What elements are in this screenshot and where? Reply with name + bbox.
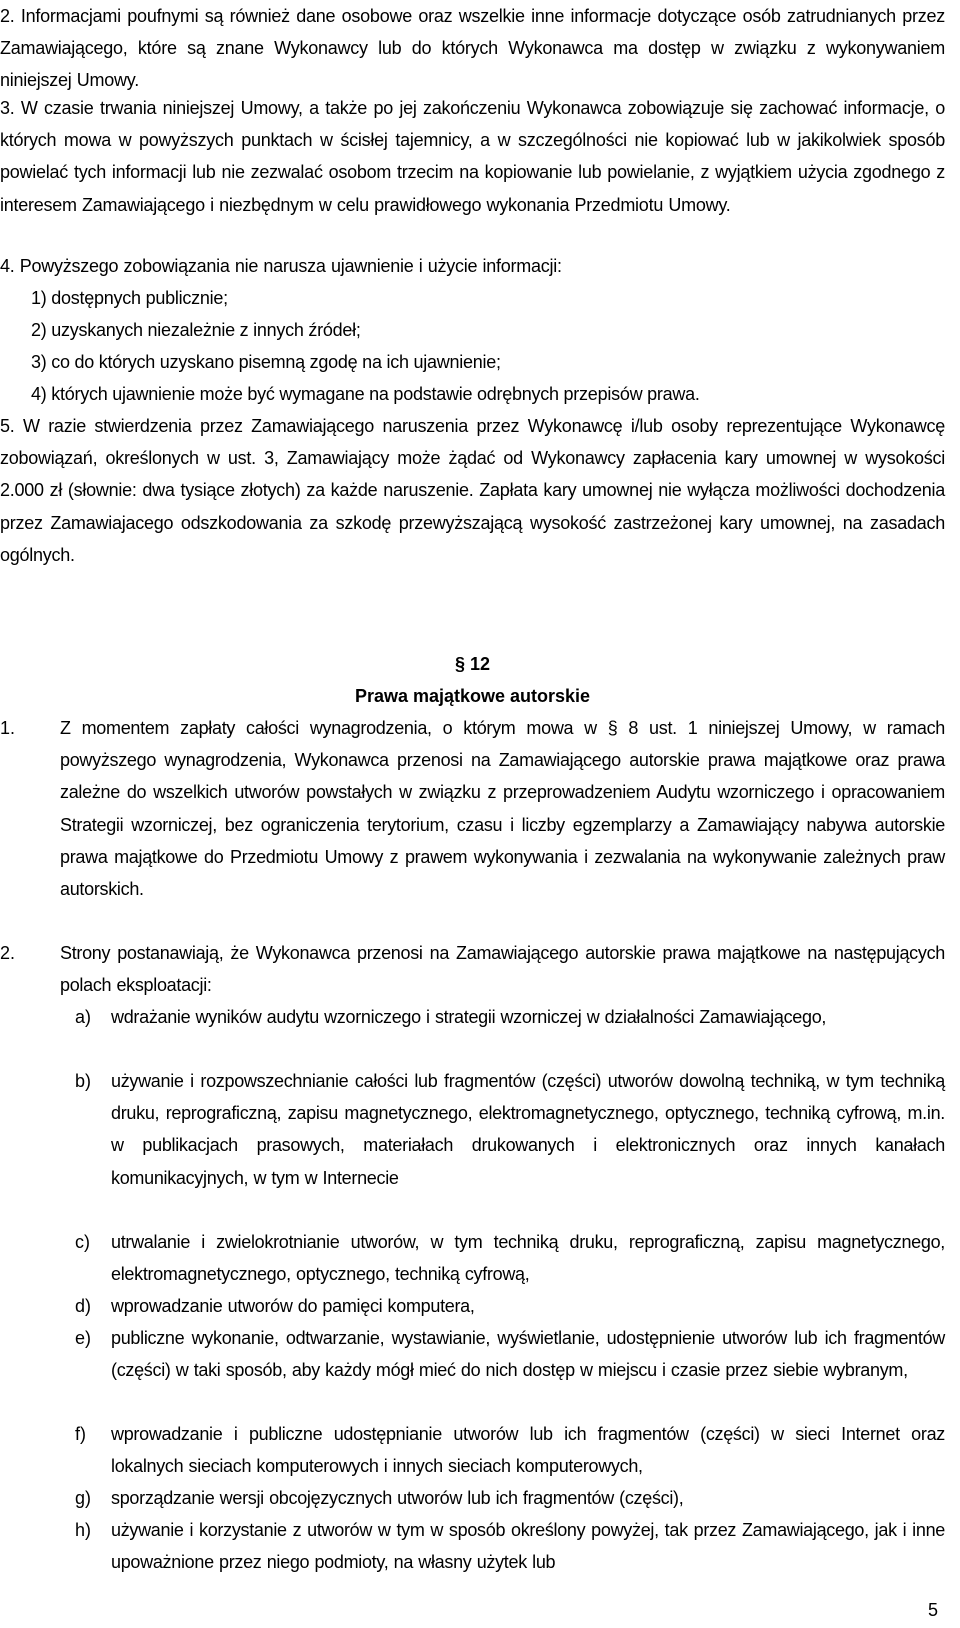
item-text: wprowadzanie utworów do pamięci komputera,	[111, 1296, 475, 1316]
item-text: Strony postanawiają, że Wykonawca przenosi na Zamawiającego autorskie prawa majątkowe na następujących polach eksploatacji:	[60, 943, 945, 996]
item-letter: b)	[75, 1071, 92, 1091]
item-text: Z momentem zapłaty całości wynagrodzenia, o którym mowa w § 8 ust. 1 niniejszej Umowy, w ramach powyższego wynagrodzenia, Wykonawca przenosi na Zamawiającego autorskie prawa majątkowe oraz prawa zależne do wszelkich utworów powstałych w związku z przeprowadzeniem Audytu wzorniczego i opracowaniem Strategii wzorniczej, bez ograniczenia terytorium, czasu i liczby egzemplarzy a Zamawiający nabywa autorskie prawa majątkowe do Przedmiotu Umowy z prawem wykonywania i zezwalania na wykonywanie zależnych praw autorskich.	[60, 718, 945, 900]
list-item: 3) co do których uzyskano pisemną zgodę na ich ujawnienie;	[31, 352, 501, 372]
list-item: 2) uzyskanych niezależnie z innych źródeł;	[31, 320, 361, 340]
section-number: § 12	[454, 654, 491, 674]
section-title: Prawa majątkowe autorskie	[354, 686, 591, 706]
item-text: wprowadzanie i publiczne udostępnianie utworów lub ich fragmentów (części) w sieci Internet oraz lokalnych sieciach komputerowych i innych sieciach komputerowych,	[111, 1424, 945, 1477]
item-letter: d)	[75, 1296, 92, 1316]
item-letter: h)	[75, 1520, 92, 1540]
page-number: 5	[927, 1600, 938, 1620]
item-letter: e)	[75, 1328, 92, 1348]
item-number: 1.	[0, 718, 16, 738]
item-text: utrwalanie i zwielokrotnianie utworów, w tym techniką druku, reprograficzną, zapisu magnetycznego, elektromagnetycznego, optycznego, techniką cyfrową,	[111, 1232, 945, 1285]
item-text: używanie i rozpowszechnianie całości lub fragmentów (części) utworów dowolną techniką, w tym techniką druku, reprograficzną, zapisu magnetycznego, elektromagnetycznego, optycznego, techniką cyfrową, m.in. w publikacjach prasowych, materiałach drukowanych i elektronicznych oraz innych kanałach komunikacyjnych, w tym w Internecie	[111, 1071, 945, 1188]
paragraph-2: 2. Informacjami poufnymi są również dane osobowe oraz wszelkie inne informacje dotyczące osób zatrudnianych przez Zamawiającego, które są znane Wykonawcy lub do których Wykonawca ma dostęp w związku z wykonywaniem niniejszej Umowy.	[0, 6, 945, 91]
paragraph-3: 3. W czasie trwania niniejszej Umowy, a także po jej zakończeniu Wykonawca zobowiązuje się zachować informacje, o których mowa w powyższych punktach w ścisłej tajemnicy, a w szczególności nie kopiować lub w jakikolwiek sposób powielać tych informacji lub nie zezwalać osobom trzecim na kopiowanie lub powielanie, z wyjątkiem użycia zgodnego z interesem Zamawiającego i niezbędnym w celu prawidłowego wykonania Przedmiotu Umowy.	[0, 98, 945, 215]
item-text: publiczne wykonanie, odtwarzanie, wystawianie, wyświetlanie, udostępnienie utworów lub ich fragmentów (części) w taki sposób, aby każdy mógł mieć do nich dostęp w miejscu i czasie przez siebie wybranym,	[111, 1328, 945, 1381]
item-letter: g)	[75, 1488, 92, 1508]
item-text: wdrażanie wyników audytu wzorniczego i strategii wzorniczej w działalności Zamawiającego,	[111, 1007, 827, 1027]
item-letter: c)	[75, 1232, 90, 1252]
paragraph-4: 4. Powyższego zobowiązania nie narusza ujawnienie i użycie informacji:	[0, 256, 562, 276]
item-number: 2.	[0, 943, 16, 963]
paragraph-5: 5. W razie stwierdzenia przez Zamawiającego naruszenia przez Wykonawcę i/lub osoby reprezentujące Wykonawcę zobowiązań, określonych w ust. 3, Zamawiający może żądać od Wykonawcy zapłacenia kary umownej w wysokości 2.000 zł (słownie: dwa tysiące złotych) za każde naruszenie. Zapłata kary umownej nie wyłącza możliwości dochodzenia przez Zamawiajacego odszkodowania za szkodę przewyższającą wysokość zastrzeżonej kary umownej, na zasadach ogólnych.	[0, 416, 945, 565]
item-text: sporządzanie wersji obcojęzycznych utworów lub ich fragmentów (części),	[111, 1488, 684, 1508]
item-text: używanie i korzystanie z utworów w tym w sposób określony powyżej, tak przez Zamawiającego, jak i inne upoważnione przez niego podmioty, na własny użytek lub	[111, 1520, 945, 1573]
list-item: 1) dostępnych publicznie;	[31, 288, 228, 308]
item-letter: a)	[75, 1007, 92, 1027]
list-item: 4) których ujawnienie może być wymagane na podstawie odrębnych przepisów prawa.	[31, 384, 700, 404]
item-letter: f)	[75, 1424, 86, 1444]
